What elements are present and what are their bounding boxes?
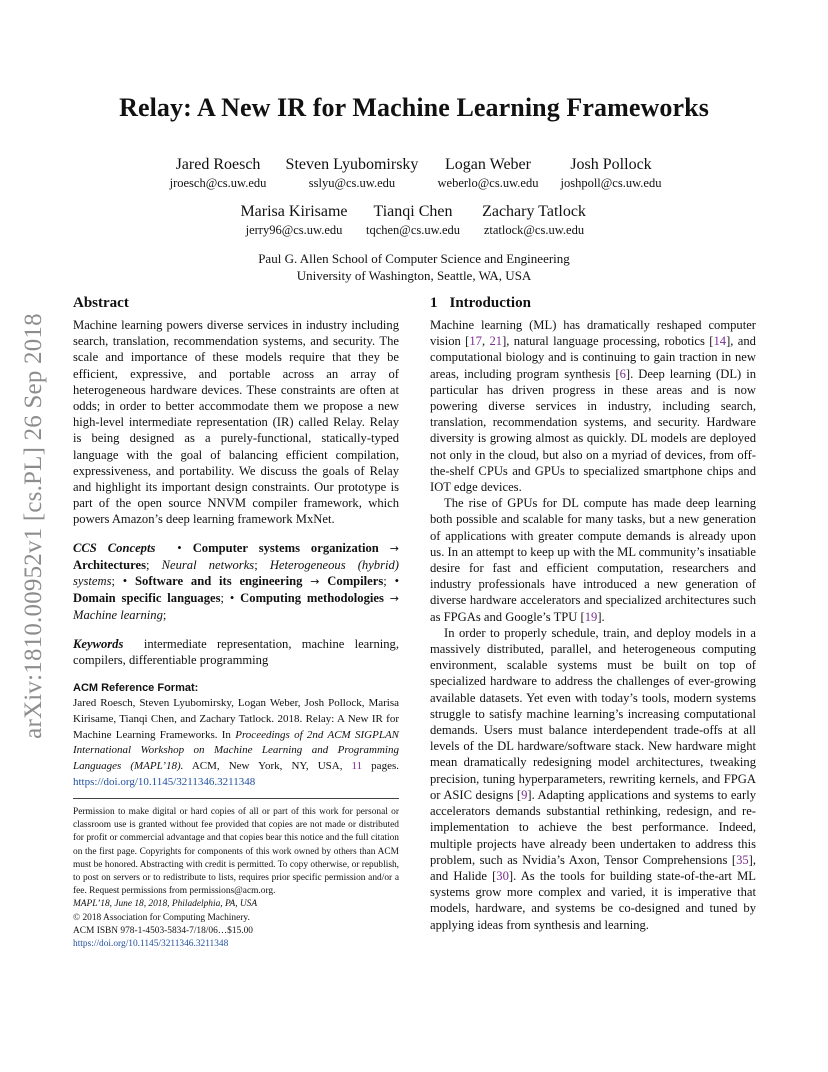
citation-link[interactable]: 14 <box>713 334 727 349</box>
acm-ref-part: pages. <box>362 760 399 773</box>
author-block <box>355 202 471 238</box>
acm-ref-doi-link[interactable]: https://doi.org/10.1145/3211346.3211348 <box>73 776 256 789</box>
abstract-text: Machine learning powers diverse services in industry including search, translation, recommendation systems, and security. The scale and importance of these models require that they be efficient, expressive, and portable across an array of heterogeneous hardware devices. These constraints are often at odds; in order to better accommodate them we propose a new high-level intermediate representation (IR) called Relay. Relay is being designed as a purely-functional, statically-typed language with the goal of balancing efficient compilation, expressiveness, and portability. We discuss the goals of Relay and highlight its important design constraints. Our prototype is part of the open source NNVM compiler framework, which powers Amazon’s deep learning framework MxNet. <box>73 318 399 527</box>
keywords-text: intermediate representation, machine learning, compilers, differentiable programming <box>73 636 399 667</box>
acm-ref-heading: ACM Reference Format: <box>73 682 199 695</box>
abstract-heading: Abstract <box>73 295 129 311</box>
acm-ref-part: Jared Roesch, Steven Lyubomirsky, Logan Weber, Josh Pollock, Marisa Kirisame, Tianqi Chen, and Zachary Tatlock. 2018. Relay: A New IR for Machine Learning Frameworks. In <box>73 697 399 741</box>
citation-link[interactable]: 17 <box>469 334 482 349</box>
ccs-concept: Neural networks <box>161 557 255 572</box>
text-run: ]. Deep learning (DL) in particular has driven progress in these areas and is now powering diverse services in industry, including search, translation, recommendation systems, and security. Hardware diversity is growing almost as quickly. DL models are deployed not only in the cloud, but also on a myriad of devices, from off-the-shelf CPUs and GPUs to specialized smartphone chips and IOT edge devices. <box>430 366 756 495</box>
paper-title: Relay: A New IR for Machine Learning Frameworks <box>119 93 709 122</box>
ccs-concept: Compilers <box>327 574 384 589</box>
author-name: Steven Lyubomirsky <box>285 156 419 173</box>
author-block <box>236 202 352 238</box>
ccs-concept: Computer systems organization <box>192 540 379 555</box>
ccs-label: CCS Concepts <box>73 540 156 555</box>
footnote-divider <box>73 798 399 799</box>
affiliation-line: Paul G. Allen School of Computer Science and Engineering <box>258 251 570 266</box>
author-name: Jared Roesch <box>175 156 261 173</box>
permission-venue: MAPL’18, June 18, 2018, Philadelphia, PA, USA <box>73 899 258 910</box>
author-email[interactable]: weberlo@cs.uw.edu <box>437 176 539 190</box>
author-block <box>282 155 422 191</box>
intro-paragraph <box>430 317 756 495</box>
acm-ref-part: ACM, New York, NY, USA, <box>183 760 352 773</box>
author-block <box>551 155 671 191</box>
section-title: Introduction <box>449 295 531 311</box>
intro-paragraph <box>430 625 756 933</box>
author-name: Josh Pollock <box>570 156 652 173</box>
intro-paragraph <box>430 495 756 625</box>
author-email[interactable]: ztatlock@cs.uw.edu <box>483 223 585 237</box>
author-name: Zachary Tatlock <box>482 203 586 220</box>
author-email[interactable]: joshpoll@cs.uw.edu <box>560 176 662 190</box>
arxiv-stamp: arXiv:1810.00952v1 [cs.PL] 26 Sep 2018 <box>20 313 47 739</box>
permission-doi-link[interactable]: https://doi.org/10.1145/3211346.3211348 <box>73 939 229 950</box>
text-run: ], and computational biology and is continuing to gain traction in new areas, including program synthesis [ <box>430 334 756 381</box>
ccs-concept: Software and its engineering <box>135 574 303 589</box>
section-number: 1 <box>430 295 438 311</box>
ccs-concept: Machine learning <box>73 608 163 623</box>
ccs-concept: Heterogeneous (hybrid) systems <box>73 557 399 589</box>
keywords-label: Keywords <box>73 636 124 651</box>
acm-ref-venue: Proceedings of 2nd ACM SIGPLAN International Workshop on Machine Learning and Programming Languages (MAPL’18). <box>73 728 399 773</box>
text-run: , <box>481 334 490 349</box>
text-run: ]. <box>597 609 605 624</box>
text-run: ]. Adapting applications and systems to early accelerators demands substantial rethinking, redesign, and re-implementation to achieve the best performance. Indeed, multiple projects have already been undertaken to address this problem, such as Nvidia’s Axon, Tensor Comprehensions [ <box>430 787 756 867</box>
acm-ref-text <box>73 696 399 791</box>
text-run: Machine learning (ML) has dramatically reshaped computer vision [ <box>430 318 756 349</box>
citation-link[interactable]: 30 <box>496 868 509 883</box>
intro-heading <box>430 293 756 313</box>
citation-link[interactable]: 35 <box>736 852 749 867</box>
citation-link[interactable]: 6 <box>619 366 626 381</box>
author-name: Marisa Kirisame <box>240 203 348 220</box>
affiliation-line: University of Washington, Seattle, WA, USA <box>296 268 532 283</box>
author-name: Logan Weber <box>445 156 531 173</box>
citation-link[interactable]: 19 <box>584 609 598 624</box>
permission-text: Permission to make digital or hard copies of all or part of this work for personal or classroom use is granted without fee provided that copies are not made or distributed for profit or commercial advantage and that copies bear this notice and the full citation on the first page. Copyrights for components of this work owned by others than ACM must be honored. Abstracting with credit is permitted. To copy otherwise, or republish, to post on servers or to redistribute to lists, requires prior specific permission and/or a fee. Request permissions from permissions@acm.org. <box>73 807 399 897</box>
text-run: In order to properly schedule, train, and deploy models in a massively distributed, parallel, and heterogeneous computing environment, scalable systems must be built on top of specialized hardware to address the challenges of ever-growing available datasets. Yet even with today’s tools, modern systems struggle to satisfy machine learning’s increasing computational demands. Users must balance interdependent trade-offs at all levels of the DL hardware/software stack. New hardware might mean dramatically redesigning model architectures, tweaking precision, tuning hyperparameters, rewriting kernels, and FPGA or ASIC designs [ <box>430 625 756 802</box>
keywords <box>73 636 399 668</box>
permission-isbn: ACM ISBN 978-1-4503-5834-7/18/06…$15.00 <box>73 925 253 936</box>
ccs-concept: Architectures <box>73 557 146 572</box>
citation-link[interactable]: 21 <box>489 334 503 349</box>
permission-block <box>73 806 399 951</box>
right-column <box>430 293 756 933</box>
author-email[interactable]: tqchen@cs.uw.edu <box>365 223 460 237</box>
ccs-concepts: CCS Concepts • Computer systems organization → Architectures; Neural networks; Heterogeneous (hybrid) systems; • Software and its engineering → Compilers; • Domain specific languages; • Computing methodologies → Machine learning; <box>73 540 400 623</box>
text-run: ]. As the tools for building state-of-the-art ML systems grow more complex and varied, it is imperative that models, hardware, and systems be co-designed and tuned by applying ideas from synthesis and learning. <box>430 868 756 932</box>
affiliation <box>0 250 828 284</box>
author-block <box>158 155 278 191</box>
author-name: Tianqi Chen <box>373 203 453 220</box>
author-block <box>474 202 594 238</box>
acm-ref-pages[interactable]: 11 <box>351 760 363 773</box>
left-column <box>73 293 399 791</box>
text-run: ], natural language processing, robotics [ <box>502 334 714 349</box>
author-email[interactable]: jerry96@cs.uw.edu <box>245 223 343 237</box>
author-block <box>428 155 548 191</box>
ccs-concept: Domain specific languages <box>73 591 221 606</box>
author-email[interactable]: jroesch@cs.uw.edu <box>169 176 267 190</box>
text-run: The rise of GPUs for DL compute has made deep learning both possible and scalable for many tasks, but a new generation of applications with greater compute demands is already upon us. In an attempt to keep up with the ML community’s insatiable desire for fast and efficient computation, researchers and industry professionals have introduced a new generation of diverse hardware accelerators and specialized architectures such as FPGAs and Google’s TPU [ <box>430 496 756 624</box>
citation-link[interactable]: 9 <box>521 787 528 802</box>
text-run: ], and Halide [ <box>430 852 756 883</box>
author-email[interactable]: sslyu@cs.uw.edu <box>308 176 396 190</box>
ccs-concept: Computing methodologies <box>240 591 384 606</box>
permission-copyright: © 2018 Association for Computing Machinery. <box>73 912 250 923</box>
